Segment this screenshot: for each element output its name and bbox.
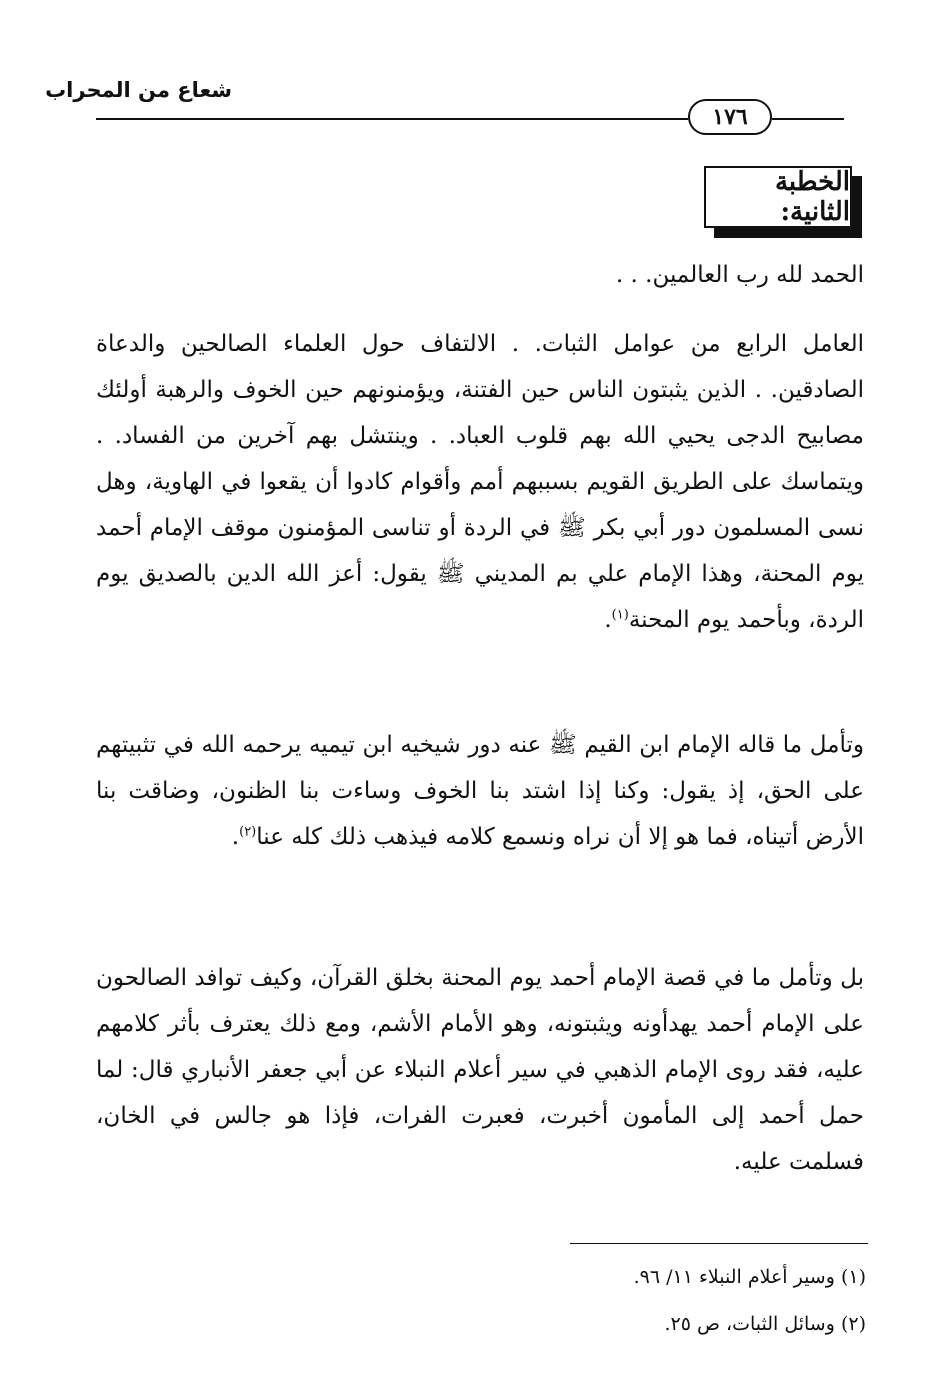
footnote: (٢) وسائل الثبات، ص ٢٥.	[664, 1313, 866, 1335]
header-rule	[772, 118, 844, 120]
paragraph-text: وتأمل ما قاله الإمام ابن القيم ﷺ عنه دور شيخيه ابن تيميه يرحمه الله في تثبيتهم على الحق، إذ يقول: وكنا إذا اشتد بنا الخوف وساءت بنا الظنون، وضاقت بنا الأرض أتيناه، فما هو إلا أن نراه ونسمع كلامه فيذهب ذلك كله عنا	[96, 732, 864, 850]
opening-line: الحمد لله رب العالمين. . .	[615, 262, 864, 288]
period: .	[604, 607, 612, 633]
paragraph	[96, 722, 864, 860]
footnote-divider	[570, 1243, 868, 1244]
footnote: (١) وسير أعلام النبلاء ١١/ ٩٦.	[633, 1266, 866, 1288]
header-rule	[96, 118, 688, 120]
running-title: شعاع من المحراب	[45, 78, 232, 102]
period: .	[231, 824, 240, 850]
footnote-ref: (٢)	[239, 824, 257, 840]
section-heading: الخطبة الثانية:	[704, 166, 852, 228]
paragraph	[96, 321, 864, 643]
paragraph-text: العامل الرابع من عوامل الثبات. . الالتفاف حول العلماء الصالحين والدعاة الصادقين. . الذين يثبتون الناس حين الفتنة، ويؤمنونهم حين الخوف والرهبة أولئك مصابيح الدجى يحيي الله بهم قلوب العباد. . وينتشل بهم آخرين من الفساد. . ويتماسك على الطريق القويم بسببهم أمم وأقوام كادوا أن يقعوا في الهاوية، وهل نسى المسلمون دور أبي بكر ﷺ في الردة أو تناسى المؤمنون موقف الإمام أحمد يوم المحنة، وهذا الإمام علي بم المديني ﷺ يقول: أعز الله الدين بالصديق يوم الردة، وبأحمد يوم المحنة	[96, 331, 864, 633]
paragraph: بل وتأمل ما في قصة الإمام أحمد يوم المحنة بخلق القرآن، وكيف توافد الصالحون على الإمام أحمد يهدأونه ويثبتونه، وهو الأمام الأشم، ومع ذلك يعترف بأثر كلامهم عليه، فقد روى الإمام الذهبي في سير أعلام النبلاء عن أبي جعفر الأنباري قال: لما حمل أحمد إلى المأمون أخبرت، فعبرت الفرات، فإذا هو جالس في الخان، فسلمت عليه.	[96, 965, 864, 1175]
page-number: ١٧٦	[688, 99, 772, 135]
footnote-ref: (١)	[611, 607, 629, 623]
